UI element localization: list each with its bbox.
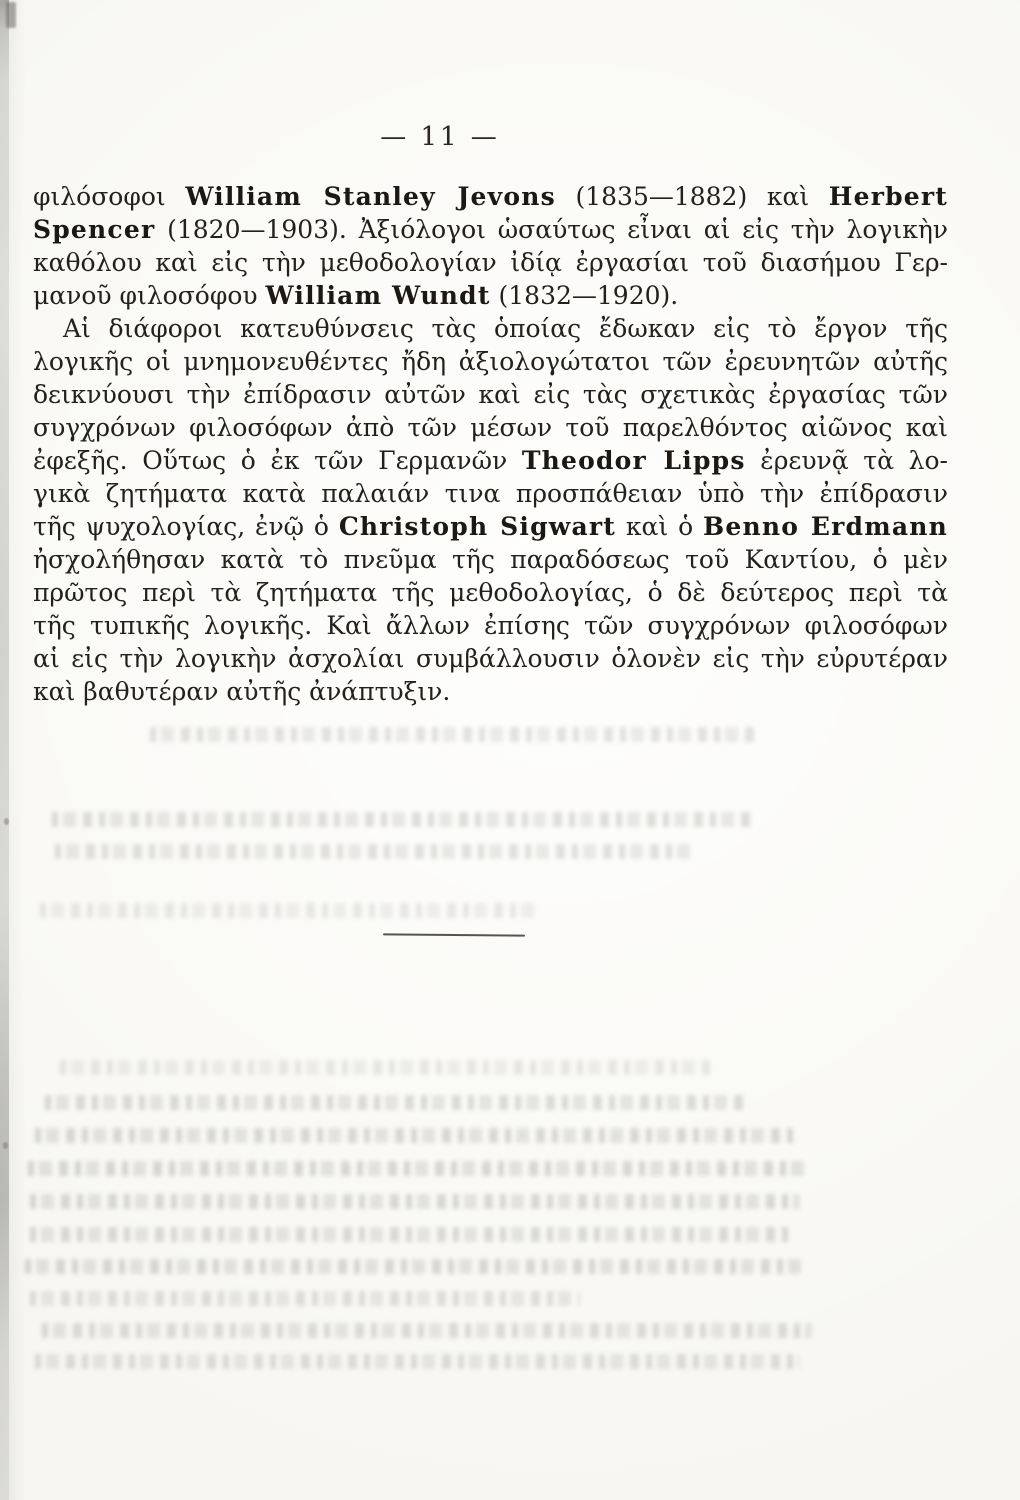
text-line-6 xyxy=(33,345,948,378)
text-line-2 xyxy=(33,213,948,246)
bleed-through-line xyxy=(25,1259,805,1274)
latin-name: Herbert xyxy=(828,182,948,211)
latin-name: William Stanley Jevons xyxy=(185,182,556,211)
text-line-10 xyxy=(33,477,948,510)
greek-text: δεικνύουσι τὴν ἐπίδρασιν αὐτῶν καὶ εἰς τὰς σχετικὰς ἐργασίας τῶν xyxy=(33,380,948,409)
text-line-14 xyxy=(33,609,948,642)
text-line-8 xyxy=(33,411,948,444)
bleed-through-line xyxy=(35,1354,800,1369)
text-line-13 xyxy=(33,576,948,609)
text-line-11 xyxy=(33,510,948,543)
bleed-through-line xyxy=(60,1060,710,1075)
bleed-through-line xyxy=(55,844,695,859)
text-line-1 xyxy=(33,180,948,213)
greek-text: ἐρευνᾷ τὰ λο- xyxy=(745,446,948,475)
text-block xyxy=(33,180,948,708)
greek-text: καθόλου καὶ εἰς τὴν μεθοδολογίαν ἰδίᾳ ἐργασίαι τοῦ διασήμου Γερ- xyxy=(33,248,948,277)
bleed-through-line xyxy=(30,1194,800,1209)
greek-text: μανοῦ φιλοσόφου xyxy=(33,281,266,310)
text-line-5 xyxy=(33,312,948,345)
text-line-16 xyxy=(33,675,948,708)
greek-text: Αἱ διάφοροι κατευθύνσεις τὰς ὁποίας ἔδωκαν εἰς τὸ ἔργον τῆς xyxy=(63,314,948,343)
bleed-through-line xyxy=(150,727,760,742)
page-number: — 11 — xyxy=(380,122,500,152)
bleed-through-line xyxy=(30,1227,790,1242)
latin-name: Benno Erdmann xyxy=(703,512,948,541)
greek-text: συγχρόνων φιλοσόφων ἀπὸ τῶν μέσων τοῦ παρελθόντος αἰῶνος καὶ xyxy=(33,413,948,442)
greek-text: (1820—1903). Ἀξιόλογοι ὡσαύτως εἶναι αἱ εἰς τὴν λογικὴν xyxy=(155,215,948,244)
greek-text: καὶ βαθυτέραν αὐτῆς ἀνάπτυξιν. xyxy=(33,677,451,706)
latin-name: Theodor Lipps xyxy=(521,446,746,475)
latin-name: William Wundt xyxy=(265,281,491,310)
scan-edge-strip xyxy=(0,0,9,1500)
scan-corner-mark xyxy=(6,2,16,28)
text-line-4 xyxy=(33,279,948,312)
section-divider-rule xyxy=(383,933,525,936)
text-line-7 xyxy=(33,378,948,411)
latin-name: Christoph Sigwart xyxy=(338,512,617,541)
bleed-through-line xyxy=(28,1161,808,1176)
text-line-9 xyxy=(33,444,948,477)
bleed-through-line xyxy=(45,1095,745,1110)
bleed-through-line xyxy=(40,903,540,918)
text-line-12 xyxy=(33,543,948,576)
greek-text: φιλόσοφοι xyxy=(33,182,186,211)
bleed-through-line xyxy=(30,1291,580,1306)
text-line-3 xyxy=(33,246,948,279)
greek-text: τῆς τυπικῆς λογικῆς. Καὶ ἄλλων ἐπίσης τῶν συγχρόνων φιλοσόφων xyxy=(33,611,948,640)
greek-text: καὶ ὁ xyxy=(616,512,704,541)
greek-text: (1835—1882) καὶ xyxy=(555,182,829,211)
text-line-15 xyxy=(33,642,948,675)
scan-speck xyxy=(4,818,9,825)
scan-speck xyxy=(3,1142,8,1149)
greek-text: γικὰ ζητήματα κατὰ παλαιάν τινα προσπάθειαν ὑπὸ τὴν ἐπίδρασιν xyxy=(33,479,948,508)
greek-text: (1832—1920). xyxy=(490,281,679,310)
greek-text: ἐφεξῆς. Οὕτως ὁ ἐκ τῶν Γερμανῶν xyxy=(33,446,522,475)
bleed-through-line xyxy=(52,812,752,827)
greek-text: αἱ εἰς τὴν λογικὴν ἀσχολίαι συμβάλλουσιν ὁλονὲν εἰς τὴν εὐρυτέραν xyxy=(33,644,948,673)
bleed-through-line xyxy=(42,1323,812,1338)
bleed-through-line xyxy=(35,1128,795,1143)
greek-text: λογικῆς οἱ μνημονευθέντες ἤδη ἀξιολογώτατοι τῶν ἐρευνητῶν αὐτῆς xyxy=(33,347,948,376)
greek-text: τῆς ψυχολογίας, ἐνῷ ὁ xyxy=(33,512,339,541)
greek-text: ἠσχολήθησαν κατὰ τὸ πνεῦμα τῆς παραδόσεως τοῦ Καντίου, ὁ μὲν xyxy=(33,545,948,574)
latin-name: Spencer xyxy=(33,215,156,244)
greek-text: πρῶτος περὶ τὰ ζητήματα τῆς μεθοδολογίας, ὁ δὲ δεύτερος περὶ τὰ xyxy=(33,578,948,607)
